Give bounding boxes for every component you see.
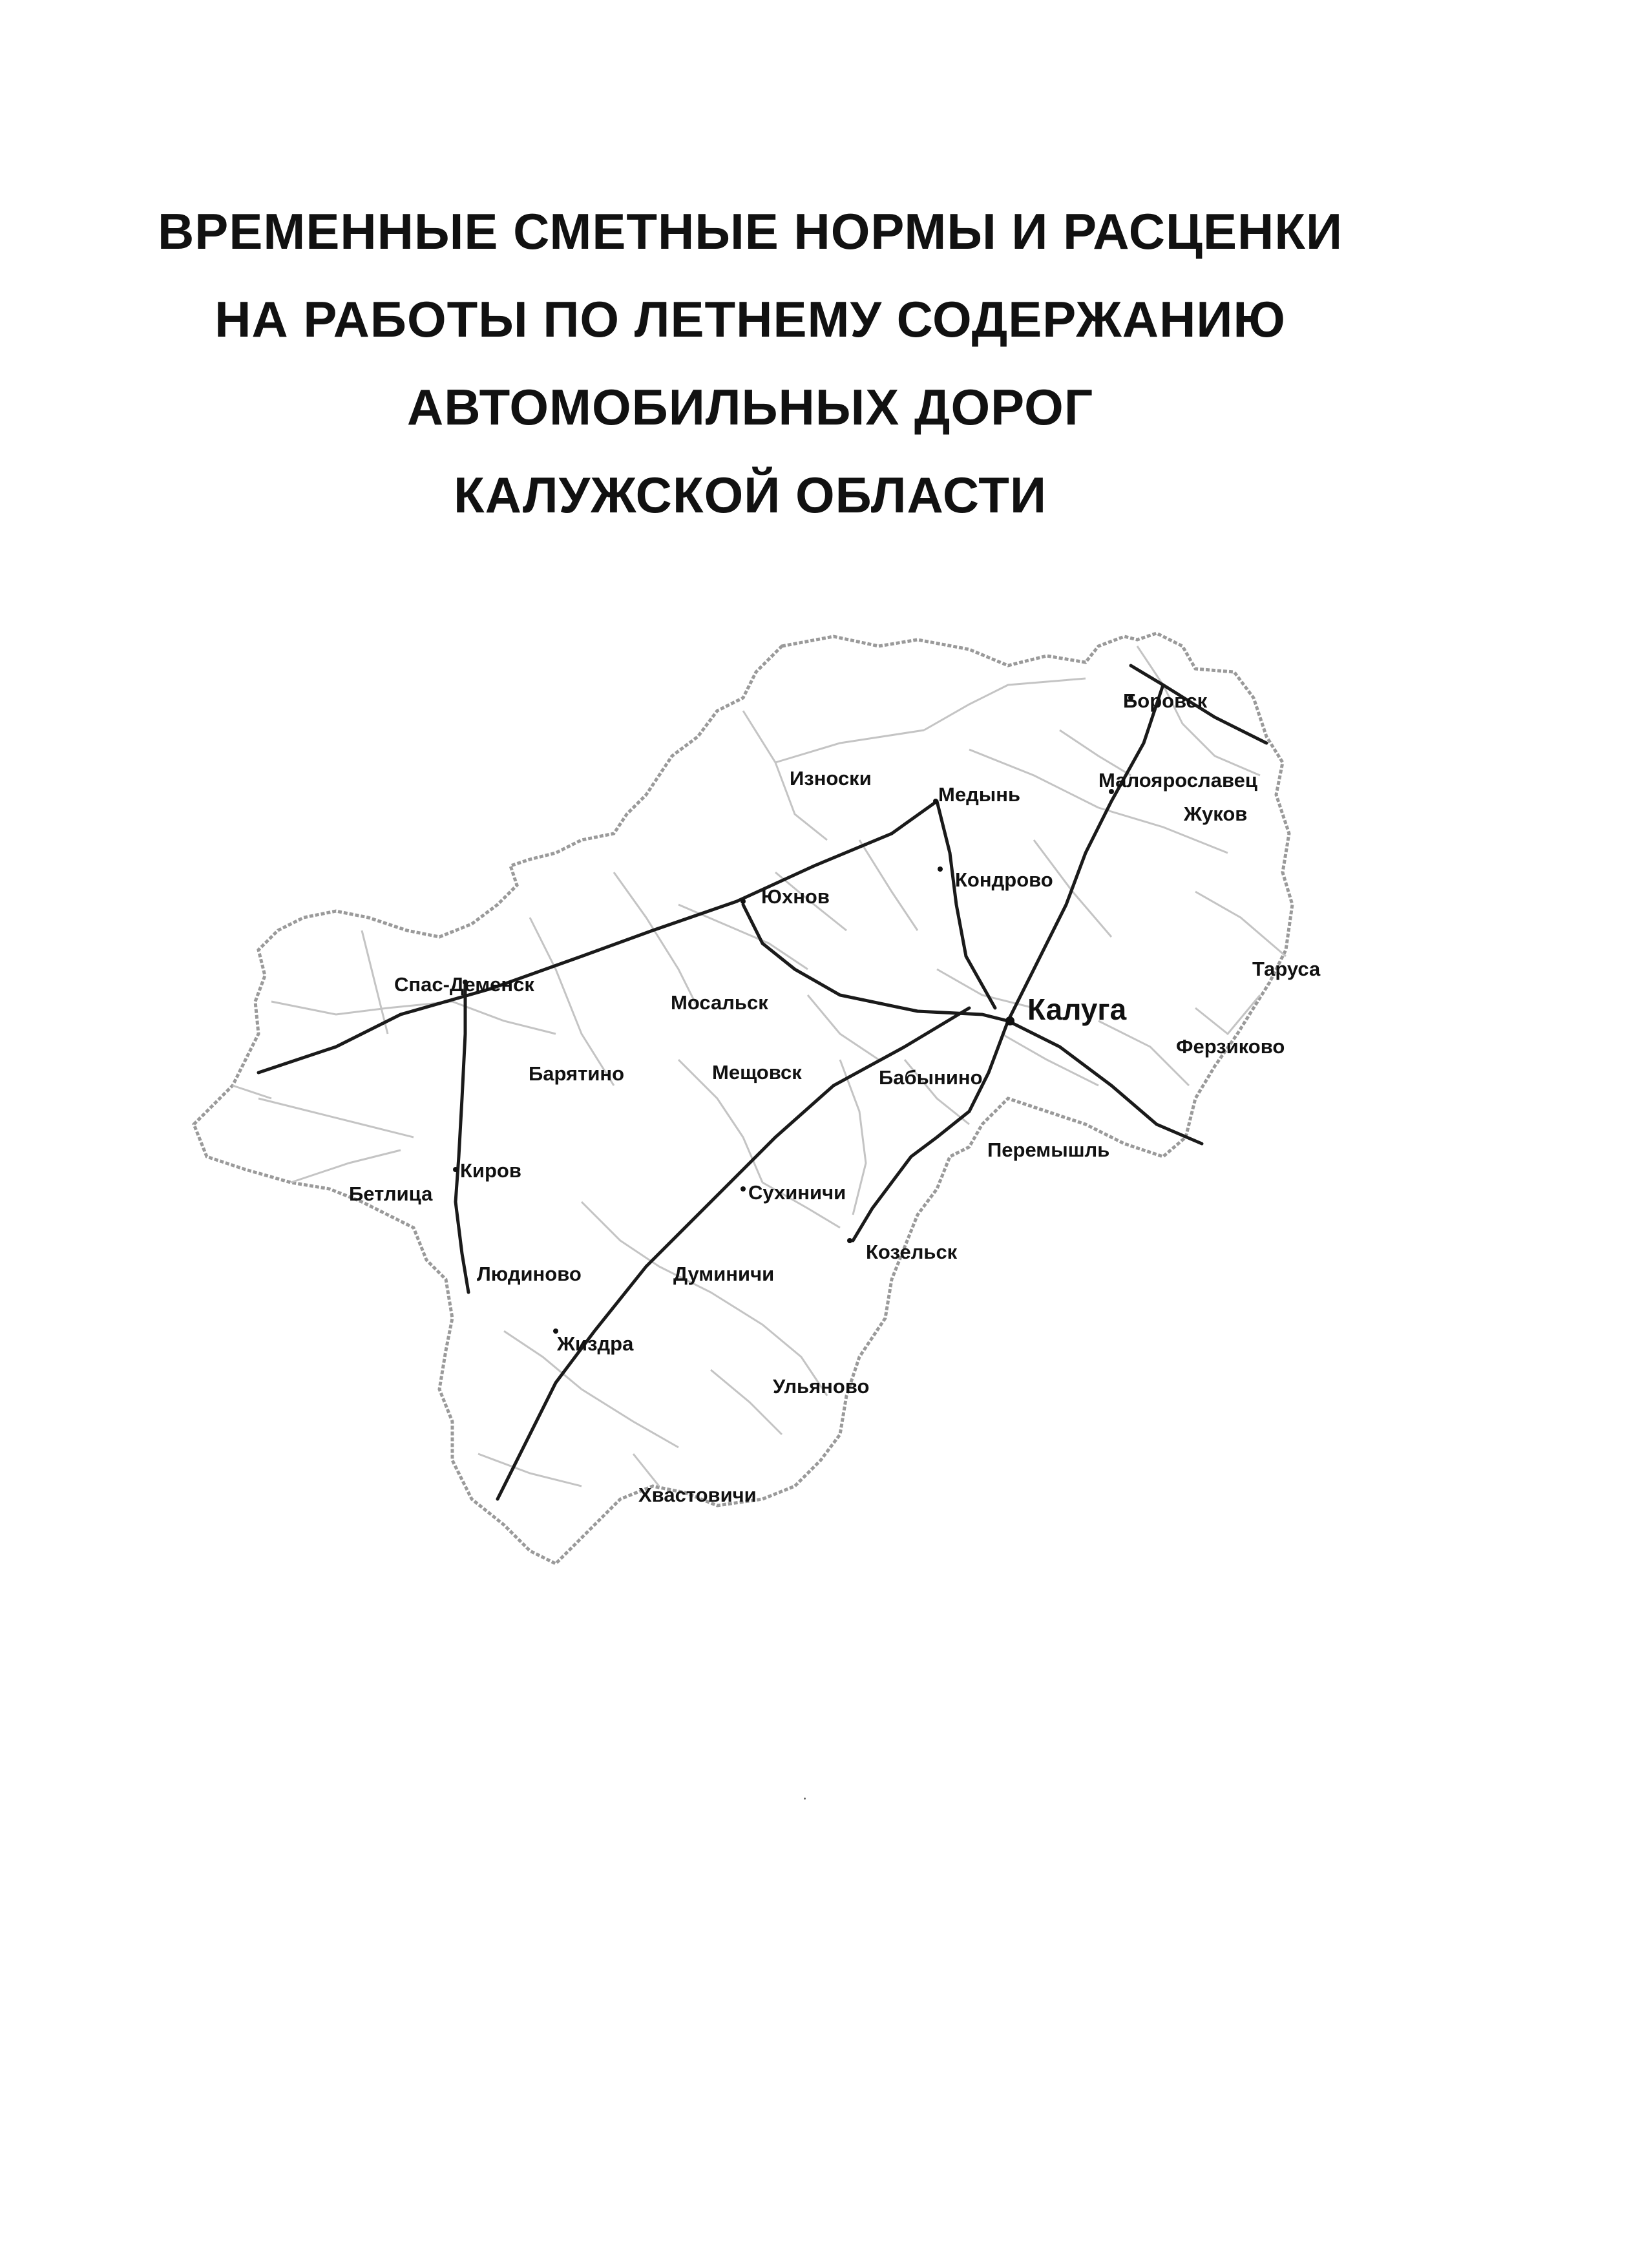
town-marker-kozelsk (847, 1238, 852, 1243)
title-line-4: КАЛУЖСКОЙ ОБЛАСТИ (453, 467, 1047, 523)
town-label-kaluga: Калуга (1027, 992, 1127, 1026)
town-label-tarusa: Таруса (1252, 958, 1321, 980)
town-label-kondrovo: Кондрово (955, 868, 1053, 891)
town-label-meshchovsk: Мещовск (712, 1061, 802, 1084)
title-line-2: НА РАБОТЫ ПО ЛЕТНЕМУ СОДЕРЖАНИЮ (215, 291, 1286, 348)
title-line-3: АВТОМОБИЛЬНЫХ ДОРОГ (406, 379, 1094, 436)
town-label-zhizdra: Жиздра (557, 1332, 634, 1355)
town-label-zhukov: Жуков (1184, 803, 1248, 825)
town-label-sukhinichi: Сухиничи (748, 1181, 846, 1204)
town-marker-kaluga (1005, 1016, 1014, 1025)
town-marker-yukhnov (740, 899, 746, 904)
title-line-1: ВРЕМЕННЫЕ СМЕТНЫЕ НОРМЫ И РАСЦЕНКИ (157, 203, 1343, 260)
town-label-kozelsk: Козельск (866, 1241, 958, 1263)
town-label-khvastovichi: Хвастовичи (638, 1484, 757, 1506)
town-marker-kondrovo (938, 866, 943, 872)
town-label-mosalsk: Мосальск (671, 991, 768, 1014)
town-label-yukhnov: Юхнов (761, 885, 830, 908)
town-label-medyn: Медынь (938, 783, 1020, 806)
town-label-iznoski: Износки (790, 767, 872, 790)
document-title (0, 187, 1649, 539)
town-label-baryatino: Барятино (529, 1062, 625, 1085)
town-label-duminichi: Думиничи (673, 1263, 775, 1285)
town-label-ulyanovo: Ульяново (773, 1375, 870, 1398)
town-label-maloyaroslavets: Малоярославец (1098, 769, 1257, 792)
town-label-babynino: Бабынино (879, 1066, 983, 1089)
town-marker-kirov (453, 1167, 458, 1172)
town-marker-medyn (933, 799, 938, 804)
town-marker-sukhinichi (740, 1186, 746, 1192)
town-label-betlitsa: Бетлица (349, 1182, 433, 1205)
town-label-kirov: Киров (460, 1159, 521, 1182)
town-label-ferzikovo: Ферзиково (1176, 1035, 1285, 1058)
town-label-peremyshl: Перемышль (987, 1139, 1110, 1161)
scan-speck (804, 1798, 806, 1800)
town-label-borovsk: Боровск (1123, 689, 1208, 712)
town-label-lyudinovo: Людиново (477, 1263, 582, 1285)
town-label-spas-demensk: Спас-Деменск (394, 973, 534, 996)
